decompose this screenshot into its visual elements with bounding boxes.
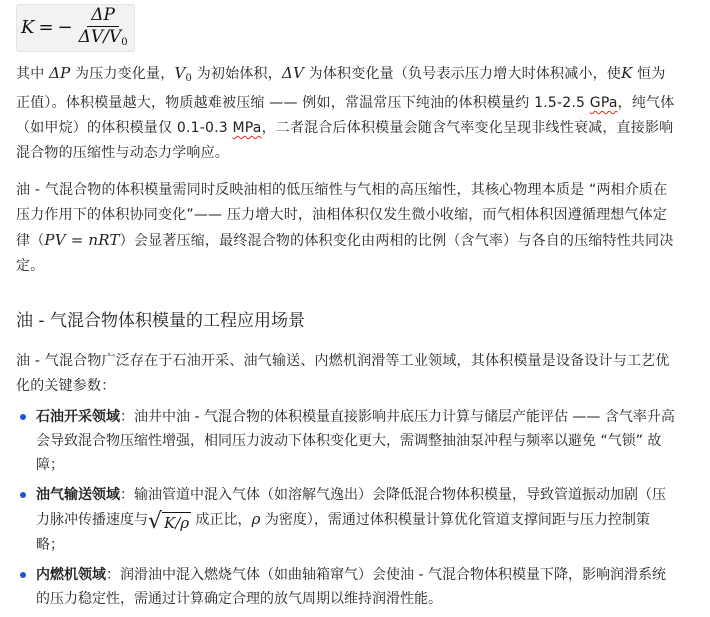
formula-equals: = <box>38 16 54 38</box>
p1-math-delta-p: ΔP <box>49 64 71 82</box>
p1-math-delta-v: ΔV <box>281 64 304 82</box>
math-rho: ρ <box>251 510 261 528</box>
formula-denominator-main: ΔV/V <box>78 27 122 47</box>
list-item-label: 油气输送领域 <box>36 487 120 503</box>
formula-minus: − <box>57 16 73 38</box>
list-item-text: ：油井中油 - 气混合物的体积模量直接影响井底压力计算与储层产能评估 —— 含气率升高会导致混合物压缩性增强，相同压力波动下体积变化更大，需调整抽油泵冲程与频率以避免 “气锁” 故障； <box>36 409 675 473</box>
list-item-engine <box>16 563 676 611</box>
p1-text-7: ，二者混合后体积模量会随含气率变化呈现非线性衰减，直接影响混合物的压缩性与动态力学响应。 <box>16 120 674 161</box>
radical-sign-icon: √ <box>148 509 163 534</box>
formula-lhs: K <box>21 16 35 38</box>
list-item-oil-extraction <box>16 405 676 477</box>
bulk-modulus-formula <box>16 4 135 52</box>
document-body <box>16 4 676 617</box>
sqrt-expression <box>148 511 191 533</box>
sqrt-radicand: K/ρ <box>164 514 190 532</box>
formula-denominator <box>79 27 128 48</box>
paragraph-intro: 油 - 气混合物广泛存在于石油开采、油气输送、内燃机润滑等工业领域，其体积模量是设备设计与工艺优化的关键参数： <box>16 353 670 394</box>
p2-text-1: 油 - 气混合物的体积模量需同时反映油相的低压缩性与气相的高压缩性，其核心物理本质是 “两相介质在压力作用下的体积协同变化”—— 压力增大时，油相体积仅发生微小收缩，而气相体积因遵循理想气体定律（ <box>16 182 668 249</box>
p1-text-5: 恒为正值）。体积模量越大，物质越难被压缩 —— 例如，常温常压下纯油的体积模量约 1.5-2.5 <box>16 66 666 111</box>
list-item-label: 内燃机领域 <box>36 567 106 583</box>
bullet-dot-icon <box>20 572 26 578</box>
p1-math-v: V <box>174 64 186 82</box>
p2-math-ideal-gas: PV = nRT <box>44 231 120 249</box>
paragraph-definition <box>16 61 676 166</box>
p1-unit-gpa: GPa <box>589 95 618 111</box>
p1-text-1: 其中 <box>16 66 50 82</box>
p1-text-6: ，纯气体（如甲烷）的体积模量仅 0.1-0.3 <box>16 95 675 136</box>
paragraph-physics <box>16 178 676 279</box>
formula-denominator-sub: 0 <box>121 37 128 48</box>
p1-text-4: 为体积变化量（负号表示压力增大时体积减小，使 <box>304 66 622 82</box>
list-item-text: ：润滑油中混入燃烧气体（如曲轴箱窜气）会使油 - 气混合物体积模量下降，影响润滑系统的压力稳定性，需通过计算确定合理的放气周期以维持润滑性能。 <box>36 567 666 607</box>
p1-math-v0 <box>174 64 192 82</box>
p1-unit-mpa: MPa <box>232 120 262 136</box>
bullet-dot-icon <box>20 414 26 420</box>
p1-math-v-sub: 0 <box>185 73 193 84</box>
list-item-oil-transport <box>16 483 676 557</box>
section-heading: 油 - 气混合物体积模量的工程应用场景 <box>16 311 305 331</box>
list-item-text-a: ：输油管道中混入气体（如溶解气逸出）会降低混合物体积模量，导致管道振动加剧（压力脉冲传播速度与 <box>36 487 666 528</box>
formula-numerator: ΔP <box>87 7 119 27</box>
list-item-text-c: 为密度），需通过体积模量计算优化管道支撑间距与压力控制策略； <box>36 512 650 553</box>
p1-text-2: 为压力变化量， <box>70 66 175 82</box>
list-item-label: 石油开采领域 <box>36 409 120 425</box>
list-item-text-b: 成正比， <box>191 512 252 528</box>
p1-math-k: K <box>621 64 633 82</box>
application-list <box>16 405 676 611</box>
p1-text-3: 为初始体积， <box>192 66 282 82</box>
bullet-dot-icon <box>20 492 26 498</box>
formula-fraction <box>79 7 128 48</box>
p2-text-2: ）会显著压缩，最终混合物的体积变化由两相的比例（含气率）与各自的压缩特性共同决定。 <box>16 233 674 274</box>
